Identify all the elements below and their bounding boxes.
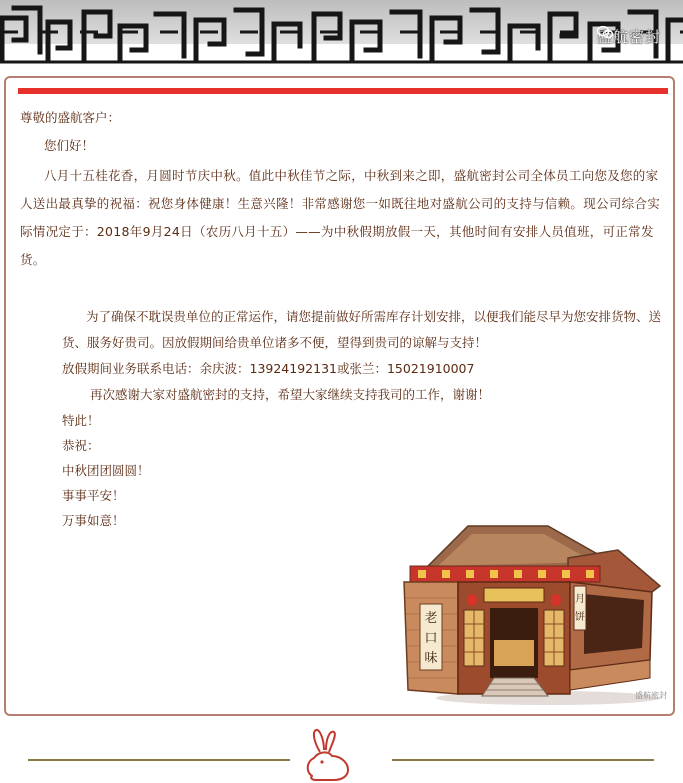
closing-line: 恭祝： <box>62 438 100 453</box>
banner-watermark <box>597 26 661 47</box>
main-paragraph: 八月十五桂花香，月圆时节庆中秋。值此中秋佳节之际，中秋到来之即，盛航密封公司全体员工向您及您的家人送出最真挚的祝福：祝您身体健康！生意兴隆！非常感谢您一如既往地对盛航公司的支持与信赖。现公司综合实际情况定于：2018年9月24日（农历八月十五）——为中秋假期放假一天，其他时间有安排人员值班，可正常发货。 <box>20 168 661 267</box>
red-divider <box>18 88 668 94</box>
illustration-watermark: 盛航密封 <box>635 691 667 700</box>
closing-line: 中秋团团圆圆！ <box>62 463 150 478</box>
closing-line: 事事平安！ <box>62 488 125 503</box>
sign-char: 口 <box>424 631 438 646</box>
header-banner <box>0 0 683 68</box>
hello-line: 您们好！ <box>44 138 95 153</box>
sign-char: 老 <box>424 611 438 626</box>
sign-char: 味 <box>424 651 438 666</box>
closing-line: 特此！ <box>62 413 100 428</box>
footer-line-right <box>392 759 654 761</box>
letter-body <box>20 106 668 533</box>
sign-char: 月 <box>575 594 585 605</box>
thanks-line: 再次感谢大家对盛航密封的支持，希望大家继续支持我司的工作，谢谢！ <box>90 387 491 402</box>
closing-line: 万事如意！ <box>62 513 125 528</box>
sign-char: 饼 <box>575 612 585 623</box>
contact-line: 放假期间业务联系电话：余庆波：13924192131或张兰：15021910007 <box>62 361 475 376</box>
greeting: 尊敬的盛航客户： <box>20 110 121 125</box>
mooncake-shop-illustration <box>398 520 662 706</box>
wechat-icon <box>597 26 613 38</box>
banner-watermark-text: 盛航密封 <box>596 28 661 46</box>
fretwork-pattern <box>0 0 683 68</box>
footer-line-left <box>28 759 290 761</box>
rabbit-icon <box>298 728 358 783</box>
notice-paragraph: 为了确保不耽误贵单位的正常运作，请您提前做好所需库存计划安排，以便我们能尽早为您安排货物、送货、服务好贵司。因放假期间给贵单位诸多不便，望得到贵司的谅解与支持！ <box>62 309 662 350</box>
